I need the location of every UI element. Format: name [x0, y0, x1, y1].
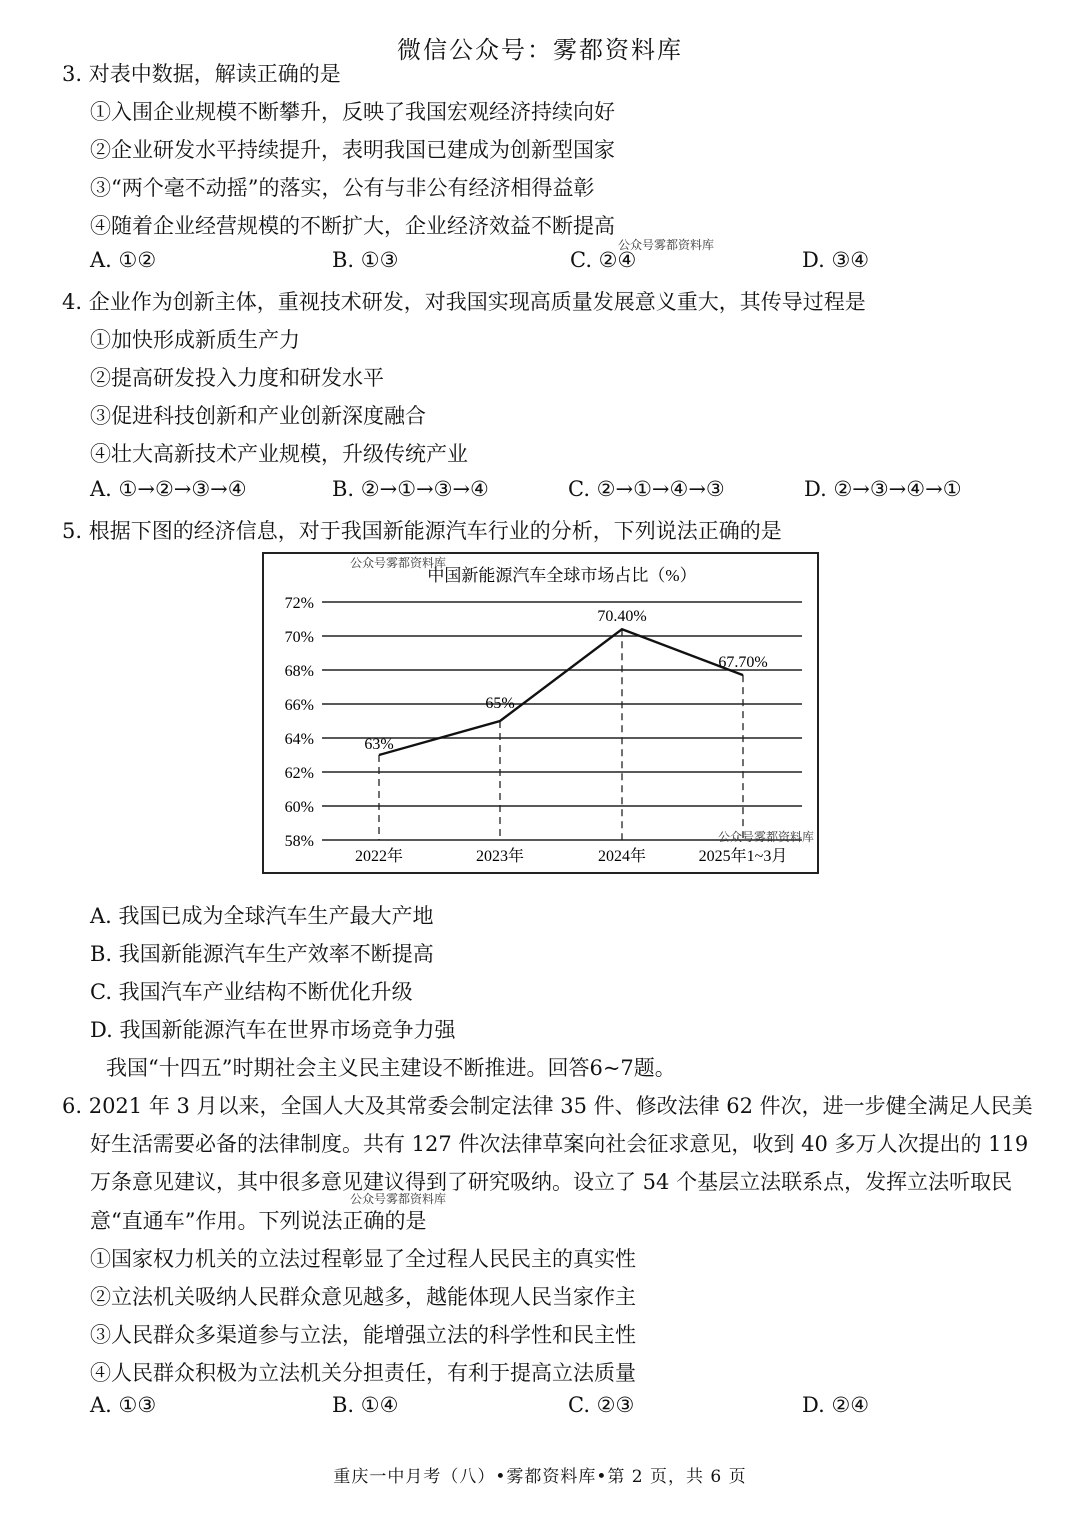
- q4-option-a[interactable]: A. ①→②→③→④: [90, 477, 247, 501]
- q6-stem-line-2: 好生活需要必备的法律制度。共有 127 件次法律草案向社会征求意见，收到 40 多万人次提出的 119: [90, 1132, 1029, 1156]
- y-tick-label: 58%: [284, 833, 314, 850]
- q4-option-d[interactable]: D. ②→③→④→①: [804, 477, 962, 501]
- watermark: 公众号雾都资料库: [350, 556, 447, 570]
- data-label: 63%: [364, 736, 394, 753]
- y-tick-label: 60%: [284, 799, 314, 816]
- q3-item-3: ③“两个毫不动摇”的落实，公有与非公有经济相得益彰: [90, 176, 595, 200]
- q3-option-d[interactable]: D. ③④: [802, 248, 870, 272]
- y-tick-label: 70%: [284, 629, 314, 646]
- q5-option-b[interactable]: B. 我国新能源汽车生产效率不断提高: [90, 942, 434, 966]
- q3-option-b[interactable]: B. ①③: [332, 248, 399, 272]
- page-footer: 重庆一中月考（八）•雾都资料库•第 2 页，共 6 页: [333, 1467, 747, 1487]
- q6-stem-line-3: 万条意见建议，其中很多意见建议得到了研究吸纳。设立了 54 个基层立法联系点，发挥立法听取民: [90, 1170, 1013, 1194]
- q5-option-a[interactable]: A. 我国已成为全球汽车生产最大产地: [90, 904, 434, 928]
- q4-stem: 4. 企业作为创新主体，重视技术研发，对我国实现高质量发展意义重大，其传导过程是: [62, 290, 866, 314]
- series-line: [379, 629, 743, 755]
- market-share-line-chart: [262, 552, 819, 874]
- q6-option-a[interactable]: A. ①③: [90, 1393, 157, 1417]
- q4-item-2: ②提高研发投入力度和研发水平: [90, 366, 384, 390]
- y-tick-label: 64%: [284, 731, 314, 748]
- x-tick-label: 2024年: [597, 848, 647, 865]
- q5-option-c[interactable]: C. 我国汽车产业结构不断优化升级: [90, 980, 413, 1004]
- q6-7-intro: 我国“十四五”时期社会主义民主建设不断推进。回答6~7题。: [106, 1056, 676, 1080]
- q4-item-4: ④壮大高新技术产业规模，升级传统产业: [90, 442, 468, 466]
- q6-item-4: ④人民群众积极为立法机关分担责任，有利于提高立法质量: [90, 1361, 636, 1385]
- q6-option-b[interactable]: B. ①④: [332, 1393, 399, 1417]
- page-header: 微信公众号：雾都资料库: [397, 36, 683, 64]
- x-tick-label: 2022年: [354, 848, 404, 865]
- chart-title: 中国新能源汽车全球市场占比（%）: [427, 566, 697, 585]
- x-tick-label: 2023年: [475, 848, 525, 865]
- q3-item-1: ①入围企业规模不断攀升，反映了我国宏观经济持续向好: [90, 100, 615, 124]
- q6-item-1: ①国家权力机关的立法过程彰显了全过程人民民主的真实性: [90, 1247, 636, 1271]
- q6-option-c[interactable]: C. ②③: [568, 1393, 635, 1417]
- q3-option-a[interactable]: A. ①②: [90, 248, 157, 272]
- watermark: 公众号雾都资料库: [350, 1192, 447, 1206]
- y-tick-label: 62%: [284, 765, 314, 782]
- watermark: 公众号雾都资料库: [718, 830, 815, 844]
- q3-stem: 3. 对表中数据，解读正确的是: [62, 62, 341, 86]
- y-tick-label: 66%: [284, 697, 314, 714]
- q5-option-d[interactable]: D. 我国新能源汽车在世界市场竞争力强: [90, 1018, 456, 1042]
- x-tick-label: 2025年1~3月: [698, 848, 788, 865]
- q6-item-2: ②立法机关吸纳人民群众意见越多，越能体现人民当家作主: [90, 1285, 636, 1309]
- data-label: 65%: [485, 695, 515, 712]
- data-label: 70.40%: [597, 608, 647, 626]
- q4-option-c[interactable]: C. ②→①→④→③: [568, 477, 725, 501]
- q6-stem-line-1: 6. 2021 年 3 月以来，全国人大及其常委会制定法律 35 件、修改法律 62 件次，进一步健全满足人民美: [62, 1094, 1033, 1118]
- y-tick-label: 68%: [284, 663, 314, 680]
- q4-option-b[interactable]: B. ②→①→③→④: [332, 477, 489, 501]
- q5-stem: 5. 根据下图的经济信息，对于我国新能源汽车行业的分析，下列说法正确的是: [62, 519, 782, 543]
- q4-item-3: ③促进科技创新和产业创新深度融合: [90, 404, 426, 428]
- q6-stem-line-4: 意“直通车”作用。下列说法正确的是: [90, 1209, 427, 1233]
- q3-item-2: ②企业研发水平持续提升，表明我国已建成为创新型国家: [90, 138, 615, 162]
- q4-item-1: ①加快形成新质生产力: [90, 328, 300, 352]
- q3-item-4: ④随着企业经营规模的不断扩大，企业经济效益不断提高: [90, 214, 615, 238]
- watermark: 公众号雾都资料库: [618, 238, 715, 252]
- y-tick-label: 72%: [284, 595, 314, 612]
- q3-option-c[interactable]: C. ②④: [570, 248, 637, 272]
- data-label: 67.70%: [718, 654, 768, 672]
- q6-item-3: ③人民群众多渠道参与立法，能增强立法的科学性和民主性: [90, 1323, 636, 1347]
- q6-option-d[interactable]: D. ②④: [802, 1393, 870, 1417]
